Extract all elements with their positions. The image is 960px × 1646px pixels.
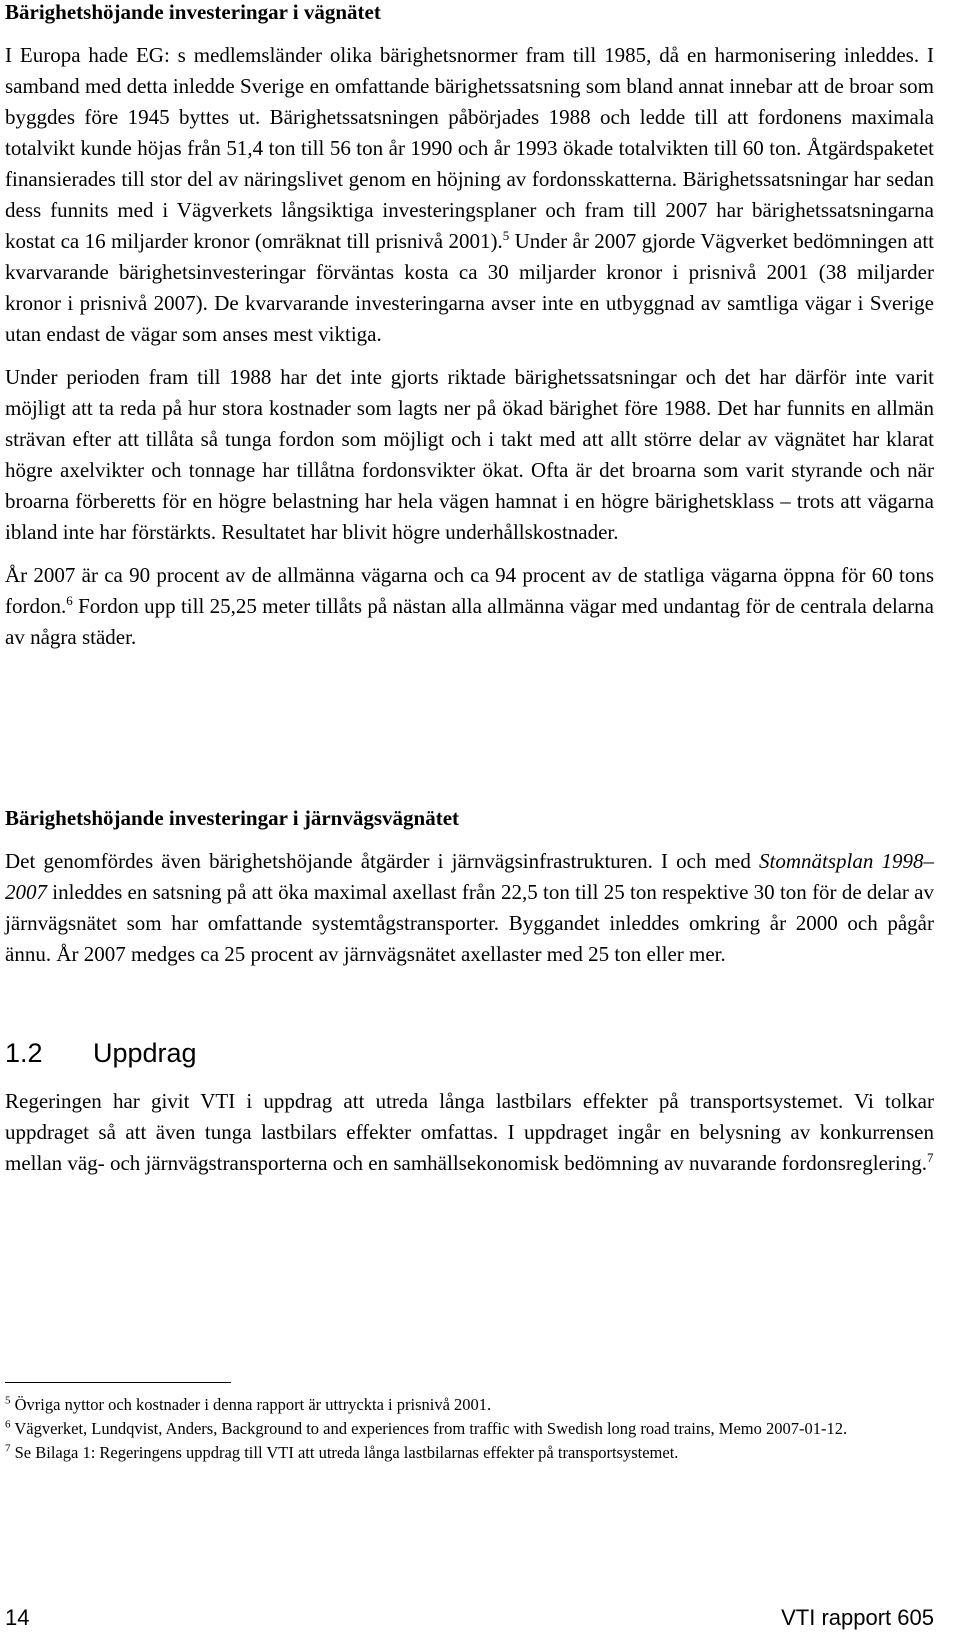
paragraph-text: inleddes en satsning på att öka maximal axellast från 22,5 ton till 25 ton respektive 30 ton för de delar av järnvägsnätet som har omfattande systemtågstransporter. Byggandet inleddes omkring år 2000 och pågår ännu. År 2007 medges ca 25 procent av järnvägsnätet axellaster med 25 ton eller mer. bbox=[5, 880, 934, 966]
paragraph-uppdrag bbox=[5, 1086, 934, 1179]
section-heading-road-investments: Bärighetshöjande investeringar i vägnätet bbox=[5, 0, 381, 24]
paragraph-text: Under perioden fram till 1988 har det inte gjorts riktade bärighetssatsningar och det har därför inte varit möjligt att ta reda på hur stora kostnader som lagts ner på ökad bärighet före 1988. Det har funnits en allmän strävan efter att tillåta så tunga fordon som möjligt och i takt med att allt större delar av vägnätet har klarat högre axelvikter och tonnage har tillåtna fordonsvikter ökat. Ofta är det broarna som varit styrande och när broarna förberetts för en högre belastning har hela vägen hamnat i en högre bärighetsklass – trots att vägarna ibland inte har förstärkts. Resultatet har blivit högre underhållskostnader. bbox=[5, 365, 934, 544]
footnote-separator bbox=[5, 1382, 231, 1383]
footnote-ref: 6 bbox=[66, 593, 73, 608]
paragraph-text: Under år 2007 gjorde Vägverket bedömningen att kvarvarande bärighetsinvesteringar förväntas kosta ca 30 miljarder kronor i prisnivå 2001 (38 miljarder kronor i prisnivå 2007). De kvarvarande investeringarna avser inte en utbyggnad av samtliga vägar i Sverige utan endast de vägar som anses mest viktiga. bbox=[5, 229, 934, 346]
footnote-number: 5 bbox=[5, 1394, 11, 1407]
footnote-number: 6 bbox=[5, 1418, 11, 1431]
footnote-ref: 7 bbox=[926, 1150, 934, 1165]
footnote-number: 7 bbox=[5, 1442, 11, 1455]
section-number: 1.2 bbox=[5, 1038, 43, 1068]
footnote bbox=[5, 1393, 934, 1417]
section-title: Uppdrag bbox=[93, 1038, 197, 1068]
paragraph-road-history bbox=[5, 40, 934, 350]
footnotes bbox=[5, 1393, 934, 1465]
footnote-text: Övriga nyttor och kostnader i denna rapport är uttryckta i prisnivå 2001. bbox=[10, 1395, 492, 1414]
paragraph-rail bbox=[5, 846, 934, 970]
footnote-text: Se Bilaga 1: Regeringens uppdrag till VTI att utreda långa lastbilarnas effekter på transportsystemet. bbox=[10, 1443, 679, 1462]
footnote bbox=[5, 1417, 934, 1441]
footnote bbox=[5, 1441, 934, 1465]
section-body-uppdrag bbox=[5, 1086, 934, 1179]
section-heading-rail-investments: Bärighetshöjande investeringar i järnvägsvägnätet bbox=[5, 806, 460, 830]
section-heading-uppdrag bbox=[5, 1036, 197, 1070]
paragraph-text: I Europa hade EG: s medlemsländer olika bärighetsnormer fram till 1985, då en harmonisering inleddes. I samband med detta inledde Sverige en omfattande bärighetssatsning som bland annat innebar att de broar som byggdes före 1945 byttes ut. Bärighetssatsningen påbörjades 1988 och ledde till att fordonens maximala totalvikt kunde höjas från 51,4 ton till 56 ton år 1990 och år 1993 ökade totalvikten till 60 ton. Åtgärdspaketet finansierades till stor del av näringslivet genom en höjning av fordonsskatterna. Bärighetssatsningar har sedan dess funnits med i Vägverkets långsiktiga investeringsplaner och fram till 2007 har bärighetssatsningarna kostat ca 16 miljarder kronor (omräknat till prisnivå 2001). bbox=[5, 43, 934, 253]
paragraph-road-2007 bbox=[5, 560, 934, 653]
footnote-text: Vägverket, Lundqvist, Anders, Background to and experiences from traffic with Swedish long road trains, Memo 2007-01-12. bbox=[10, 1419, 848, 1438]
paragraph-text: År 2007 är ca 90 procent av de allmänna vägarna och ca 94 procent av de statliga vägarna öppna för 60 tons fordon. bbox=[5, 563, 934, 618]
section-body-road bbox=[5, 40, 934, 653]
paragraph-text: Fordon upp till 25,25 meter tillåts på nästan alla allmänna vägar med undantag för de centrala delarna av några städer. bbox=[5, 594, 934, 649]
footnote-ref: 5 bbox=[502, 228, 510, 243]
plan-title-italic: Stomnätsplan 1998–2007 bbox=[5, 849, 934, 904]
paragraph-road-period bbox=[5, 362, 934, 548]
page-number: 14 bbox=[5, 1605, 30, 1630]
paragraph-text: Regeringen har givit VTI i uppdrag att utreda långa lastbilars effekter på transportsystemet. Vi tolkar uppdraget så att även tunga lastbilars effekter omfattas. I uppdraget ingår en belysning av konkurrensen mellan väg- och järnvägstransporterna och en samhällsekonomisk bedömning av nuvarande fordonsreglering. bbox=[5, 1089, 934, 1175]
paragraph-text: Det genomfördes även bärighetshöjande åtgärder i järnvägsinfrastrukturen. I och med bbox=[5, 849, 759, 873]
report-name: VTI rapport 605 bbox=[781, 1605, 934, 1630]
section-body-rail bbox=[5, 846, 934, 970]
